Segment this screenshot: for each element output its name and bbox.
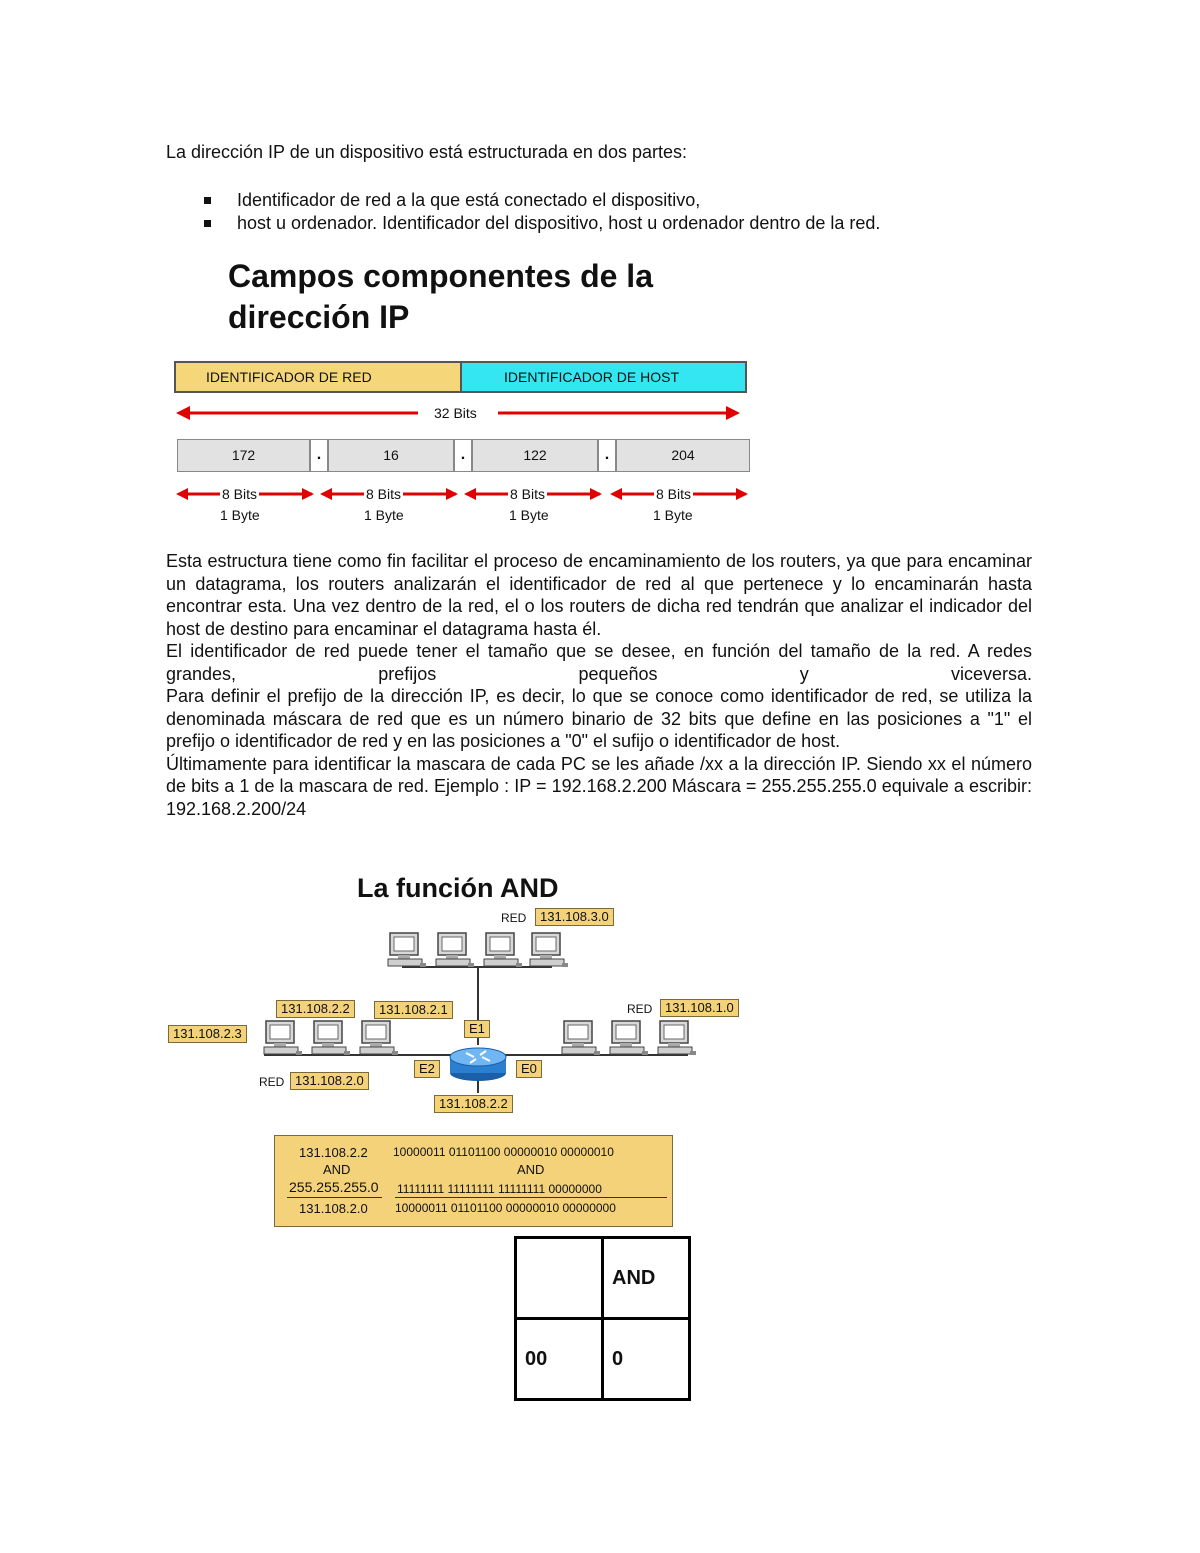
octet-2: 16 (328, 439, 454, 472)
octet-bits-label: 8 Bits (222, 486, 258, 502)
octet-byte-label: 1 Byte (220, 507, 260, 523)
network-address-tag: 131.108.3.0 (535, 908, 614, 926)
network-label: RED (501, 911, 527, 925)
paragraph: Esta estructura tiene como fin facilitar el proceso de encaminamiento de los routers, ya que para encaminar un datagrama, los routers analizarán el identificador de red al que pertenece y lo encaminarán hasta encontrar esta. Una vez dentro de la red, el o los routers de dicha red tendrán que analizar el indicador del host de destino para encaminar el datagrama hasta él. (166, 551, 1032, 639)
octet-byte-label: 1 Byte (509, 507, 549, 523)
calc-mask-binary: 11111111 11111111 11111111 00000000 (397, 1182, 602, 1196)
calc-and-binary: AND (517, 1162, 545, 1177)
host-address-tag: 131.108.2.2 (434, 1095, 513, 1113)
body-text (166, 550, 1032, 820)
octet-byte-label: 1 Byte (364, 507, 404, 523)
host-address-tag: 131.108.2.1 (374, 1001, 453, 1019)
figure-title-line: dirección IP (228, 299, 410, 335)
calc-rule (287, 1197, 382, 1198)
table-cell (516, 1238, 603, 1319)
paragraph: Últimamente para identificar la mascara de cada PC se les añade /xx a la dirección IP. Siendo xx el número de bits a 1 de la mascara de red. Ejemplo : IP = 192.168.2.200 Máscara = 255.255.255.0 equivale a escribir: 192.168.2.200/24 (166, 753, 1032, 819)
paragraph: Para definir el prefijo de la dirección IP, es decir, lo que se conoce como identificador de red, se utiliza la denominada máscara de red que es un número binario de 32 bits que define en las posiciones a "1" el prefijo o identificador de red y en las posiciones a "0" el sufijo o identificador de host. (166, 686, 1032, 751)
and-table (514, 1236, 691, 1401)
network-id-field: IDENTIFICADOR DE RED (174, 361, 462, 393)
network-label: RED (627, 1002, 653, 1016)
calc-rule (395, 1197, 667, 1198)
octet-separator: . (310, 439, 328, 472)
network-address-tag: 131.108.2.0 (290, 1072, 369, 1090)
intro-text: La dirección IP de un dispositivo está estructurada en dos partes: (166, 142, 687, 162)
octet-4: 204 (616, 439, 750, 472)
network-address-tag: 131.108.1.0 (660, 999, 739, 1017)
interface-tag-e0: E0 (516, 1060, 542, 1078)
list-item: host u ordenador. Identificador del dispositivo, host u ordenador dentro de la red. (200, 212, 880, 235)
table-row (516, 1319, 690, 1400)
list-item: Identificador de red a la que está conectado el dispositivo, (200, 189, 880, 212)
octet-bits-label: 8 Bits (656, 486, 692, 502)
table-cell: 00 (516, 1319, 603, 1400)
calc-and: AND (323, 1162, 351, 1177)
calc-ip: 131.108.2.2 (299, 1145, 368, 1160)
interface-tag-e2: E2 (414, 1060, 440, 1078)
total-bits-label: 32 Bits (434, 405, 477, 421)
paragraph: El identificador de red puede tener el tamaño que se desee, en función del tamaño de la red. A redes grandes, prefijos pequeños y viceversa. (166, 641, 1032, 684)
octet-separator: . (598, 439, 616, 472)
network-label: RED (259, 1075, 285, 1089)
table-row (516, 1238, 690, 1319)
and-calculation-box (274, 1135, 673, 1227)
figure-title-line: Campos componentes de la (228, 258, 653, 294)
figure-title: La función AND (357, 873, 559, 903)
calc-ip-binary: 10000011 01101100 00000010 00000010 (393, 1145, 614, 1159)
octet-1: 172 (177, 439, 310, 472)
calc-result-binary: 10000011 01101100 00000010 00000000 (395, 1201, 616, 1215)
octet-byte-label: 1 Byte (653, 507, 693, 523)
octet-bits-label: 8 Bits (366, 486, 402, 502)
host-address-tag: 131.108.2.3 (168, 1025, 247, 1043)
host-address-tag: 131.108.2.2 (276, 1000, 355, 1018)
calc-result: 131.108.2.0 (299, 1201, 368, 1216)
octet-separator: . (454, 439, 472, 472)
octet-bits-label: 8 Bits (510, 486, 546, 502)
table-cell: 0 (603, 1319, 690, 1400)
calc-mask: 255.255.255.0 (289, 1179, 379, 1195)
bullet-list (200, 189, 880, 235)
table-cell: AND (603, 1238, 690, 1319)
octet-3: 122 (472, 439, 598, 472)
interface-tag-e1: E1 (464, 1020, 490, 1038)
figure-title (228, 256, 653, 338)
host-id-field: IDENTIFICADOR DE HOST (460, 361, 747, 393)
